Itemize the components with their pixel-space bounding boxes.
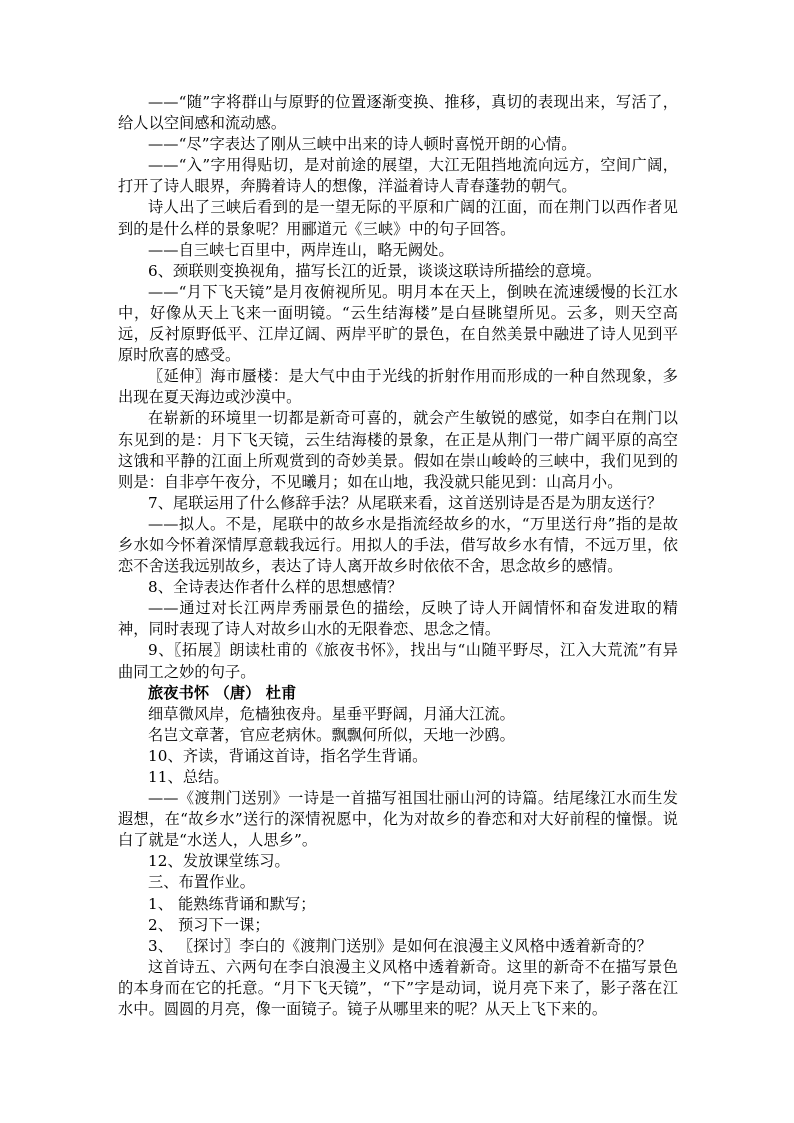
paragraph-new-environment: 在崭新的环境里一切都是新奇可喜的，就会产生敏锐的感觉，如李白在荆门以东见到的是：月下飞天镜，云生结海楼的景象，在正是从荆门一带广阔平原的高空这饿和平静的江面上所观赏到的奇妙美景。假如在崇山峻岭的三峡中，我们见到的则是：自非亭午夜分，不见曦月；如在山地，我没就只能见到：山高月小。 (118, 409, 678, 491)
item-10: 10、齐读，背诵这首诗，指名学生背诵。 (148, 746, 428, 765)
question-9: 9、〖拓展〗朗读杜甫的《旅夜书怀》，找出与“山随平野尽，江入大荒流”有异曲同工之妙的句子。 (118, 641, 678, 681)
paragraph-sanxia-question: 诗人出了三峡后看到的是一望无际的平原和广阔的江面，而在荆门以西作者见到的是什么样的景象呢？用郦道元《三峡》中的句子回答。 (118, 198, 678, 238)
discussion-paragraph: 这首诗五、六两句在李白浪漫主义风格中透着新奇。这里的新奇不在描写景色的本身而在它的托意。“月下飞天镜”，“下”字是动词，说月亮下来了，影子落在江水中。圆圆的月亮，像一面镜子。镜子从哪里来的呢？从天上飞下来的。 (118, 957, 678, 1019)
document-body (118, 92, 678, 1020)
poem-line-1: 细草微风岸，危樯独夜舟。星垂平野阔，月涌大江流。 (148, 704, 515, 723)
homework-item-3: 3、 〖探讨〗李白的《渡荆门送别》是如何在浪漫主义风格中透着新奇的？ (148, 936, 652, 955)
answer-6: ——“月下飞天镜”是月夜俯视所见。明月本在天上，倒映在流速缓慢的长江水中，好像从天上飞来一面明镜。“云生结海楼”是白昼眺望所见。云多，则天空高远，反衬原野低平、江岸辽阔、两岸平旷的景色，在自然美景中融进了诗人见到平原时欣喜的感受。 (118, 282, 678, 365)
item-11: 11、总结。 (148, 768, 229, 786)
extension-mirage: 〖延伸〗海市蜃楼：是大气中由于光线的折射作用而形成的一种自然现象，多出现在夏天海边或沙漠中。 (118, 367, 678, 407)
poem-line-2: 名岂文章著，官应老病休。飘飘何所似，天地一沙鸥。 (148, 725, 515, 744)
homework-item-1: 1、 能熟练背诵和默写； (148, 894, 316, 913)
answer-7: ——拟人。不是，尾联中的故乡水是指流经故乡的水，“万里送行舟”指的是故乡水如今怀着深情厚意载我远行。用拟人的手法，借写故乡水有情，不远万里，依恋不舍送我远别故乡，表达了诗人离开故乡时依依不舍，思念故乡的感情。 (118, 514, 678, 576)
summary-paragraph: ——《渡荆门送别》一诗是一首描写祖国壮丽山河的诗篇。结尾缘江水而生发遐想，在“故乡水”送行的深情祝愿中，化为对故乡的眷恋和对大好前程的憧憬。说白了就是“水送人，人思乡”。 (118, 789, 678, 850)
paragraph-ru: ——“入”字用得贴切，是对前途的展望，大江无阻挡地流向远方，空间广阔，打开了诗人眼界，奔腾着诗人的想像，洋溢着诗人青春蓬勃的朝气。 (118, 156, 678, 196)
paragraph-jin: ——“尽”字表达了刚从三峡中出来的诗人顿时喜悦开朗的心情。 (148, 135, 577, 154)
poem-title: 旅夜书怀 （唐） 杜甫 (148, 683, 297, 702)
homework-item-2: 2、 预习下一课； (148, 915, 270, 934)
homework-heading: 三、布置作业。 (148, 873, 256, 892)
question-6: 6、颈联则变换视角，描写长江的近景，谈谈这联诗所描绘的意境。 (148, 261, 602, 280)
answer-8: ——通过对长江两岸秀丽景色的描绘，反映了诗人开阔情怀和奋发进取的精神，同时表现了诗人对故乡山水的无限眷恋、思念之情。 (118, 599, 678, 639)
question-8: 8、全诗表达作者什么样的思想感情？ (148, 578, 403, 597)
question-7: 7、尾联运用了什么修辞手法？从尾联来看，这首送别诗是否是为朋友送行？ (148, 493, 663, 512)
paragraph-sui: ——“随”字将群山与原野的位置逐渐变换、推移，真切的表现出来，写活了，给人以空间感和流动感。 (118, 93, 678, 133)
item-12: 12、发放课堂练习。 (148, 852, 290, 871)
paragraph-sanxia-answer: ——自三峡七百里中，两岸连山，略无阙处。 (148, 240, 454, 259)
